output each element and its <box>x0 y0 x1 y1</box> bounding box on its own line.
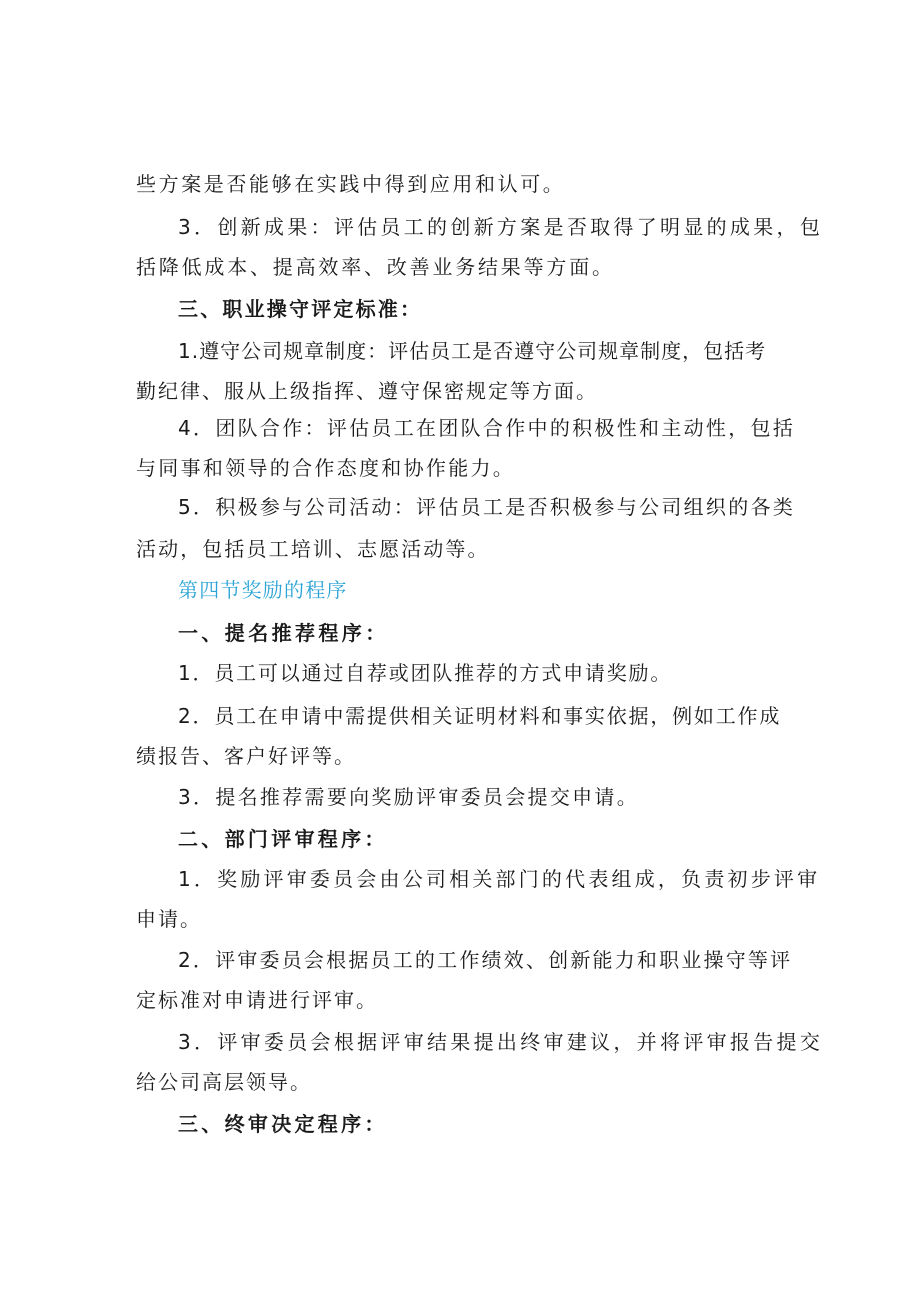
list-item-line: 5．积极参与公司活动：评估员工是否积极参与公司组织的各类 <box>178 495 796 519</box>
list-item-line: 1.遵守公司规章制度：评估员工是否遵守公司规章制度，包括考 <box>178 339 767 363</box>
paragraph-line: 定标准对申请进行评审。 <box>136 988 378 1012</box>
list-item-line: 3．创新成果：评估员工的创新方案是否取得了明显的成果，包 <box>178 215 824 239</box>
section-heading: 二、部门评审程序： <box>178 827 388 851</box>
paragraph-line: 些方案是否能够在实践中得到应用和认可。 <box>136 172 566 196</box>
paragraph-line: 绩报告、客户好评等。 <box>136 744 356 768</box>
section-heading: 三、终审决定程序： <box>178 1112 388 1136</box>
section-heading: 三、职业操守评定标准： <box>178 297 423 321</box>
paragraph-line: 勤纪律、服从上级指挥、遵守保密规定等方面。 <box>136 379 598 403</box>
list-item-line: 1．员工可以通过自荐或团队推荐的方式申请奖励。 <box>178 661 673 685</box>
list-item-line: 1．奖励评审委员会由公司相关部门的代表组成，负责初步评审 <box>178 867 821 891</box>
paragraph-line: 与同事和领导的合作态度和协作能力。 <box>136 456 516 480</box>
list-item-line: 2．评审委员会根据员工的工作绩效、创新能力和职业操守等评 <box>178 948 793 972</box>
list-item-line: 3．提名推荐需要向奖励评审委员会提交申请。 <box>178 785 640 809</box>
paragraph-line: 申请。 <box>136 907 202 931</box>
list-item-line: 3．评审委员会根据评审结果提出终审建议，并将评审报告提交 <box>178 1030 824 1054</box>
section-heading: 一、提名推荐程序： <box>178 621 389 645</box>
list-item-line: 2．员工在申请中需提供相关证明材料和事实依据，例如工作成 <box>178 704 782 728</box>
paragraph-line: 括降低成本、提高效率、改善业务结果等方面。 <box>136 255 615 279</box>
paragraph-line: 给公司高层领导。 <box>136 1070 312 1094</box>
paragraph-line: 活动，包括员工培训、志愿活动等。 <box>136 537 490 561</box>
section-title: 第四节奖励的程序 <box>178 578 348 602</box>
list-item-line: 4．团队合作：评估员工在团队合作中的积极性和主动性，包括 <box>178 416 796 440</box>
